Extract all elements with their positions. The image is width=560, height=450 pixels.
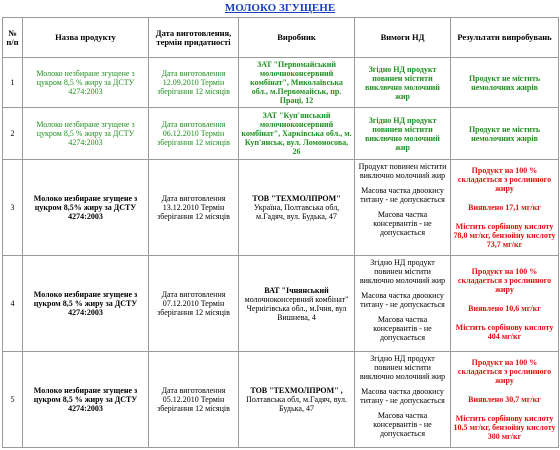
row-result (451, 256, 559, 352)
row-date: Дата виготовлення 06.12.2010 Термін зберігання 12 місяців (149, 108, 239, 160)
row-maker (239, 160, 355, 256)
table-row (3, 160, 559, 256)
maker-address: Полтавська обл, м.Гадяч, вул. Будька, 47 (246, 395, 347, 413)
row-num: 4 (3, 256, 23, 352)
req-line: Масова частка двоокису титану - не допускається (360, 291, 445, 309)
result-line: Продукт на 100 % складається з рослинного жиру (457, 358, 552, 385)
req-line: Масова частка двоокису титану - не допускається (360, 186, 445, 204)
row-maker (239, 256, 355, 352)
maker-address: Україна, Полтавська обл, м.Гадяч, вул. Будька, 47 (253, 203, 340, 221)
header-date: Дата виготовлення, термін придатності (149, 18, 239, 58)
row-req (355, 160, 451, 256)
req-line: Згідно НД продукт повинен містити виключно молочний жир (359, 258, 446, 285)
maker-name: ВАТ "Ічнянський (264, 285, 329, 295)
row-num: 2 (3, 108, 23, 160)
result-line: Виявлено 10,6 мг/кг (468, 303, 541, 313)
row-maker: ЗАТ "Куп'янський молочноконсервний комбінат", Харківська обл., м. Куп'янськ, вул. Ломоносова, 26 (239, 108, 355, 160)
result-line: Виявлено 17,1 мг/кг (468, 203, 541, 212)
req-line: Масова частка консервантів - не допускається (373, 210, 432, 237)
row-num: 1 (3, 58, 23, 108)
header-maker: Виробник (239, 18, 355, 58)
row-result (451, 352, 559, 448)
row-maker: ЗАТ "Первомайський молочноконсервний комбінат", Миколаївська обл., м.Первомайськ, пр. Праці, 12 (239, 58, 355, 108)
results-table (2, 17, 559, 448)
row-result (451, 160, 559, 256)
row-date: Дата виготовлення 13.12.2010 Термін зберігання 12 місяців (149, 160, 239, 256)
row-req: Згідно НД продукт повинен містити виключно молочний жир (355, 58, 451, 108)
result-line: Виявлено 30,7 мг/кг (468, 395, 541, 404)
table-row (3, 108, 559, 160)
maker-name: ТОВ "ТЕХМОЛПРОМ" , (250, 386, 343, 395)
row-product: Молоко незбиране згущене з цукром 8,5 % жиру за ДСТУ 4274:2003 (23, 352, 149, 448)
req-line: Продукт повинен містити виключно молочний жир (358, 162, 447, 180)
row-maker (239, 352, 355, 448)
result-line: Містить сорбінову кислоту 404 мг/кг (455, 322, 554, 341)
row-product: Молоко незбиране згущене з цукром 8,5 % жиру за ДСТУ 4274:2003 (23, 108, 149, 160)
maker-name: ТОВ "ТЕХМОЛПРОМ" (252, 194, 341, 203)
result-line: Містить сорбінову кислоту 78,0 мг/кг, бензойну кислоту 73,7 мг/кг (453, 222, 556, 249)
req-line: Масова частка консервантів - не допускається (373, 315, 432, 342)
req-line: Масова частка двоокису титану - не допускається (360, 387, 445, 405)
table-row (3, 352, 559, 448)
result-line: Продукт на 100 % складається з рослинного жиру (457, 266, 552, 294)
row-product: Молоко незбиране згущене з цукром 8,5 % жиру за ДСТУ 4274:2003 (23, 58, 149, 108)
table-row (3, 256, 559, 352)
row-req (355, 352, 451, 448)
header-req: Вимоги НД (355, 18, 451, 58)
row-num: 3 (3, 160, 23, 256)
req-line: Згідно НД продукт повинен містити виключно молочний жир (359, 354, 446, 381)
row-date: Дата виготовлення 12.09.2010 Термін зберігання 12 місяців (149, 58, 239, 108)
table-header-row (3, 18, 559, 58)
row-result: Продукт не містить немолочних жирів (451, 58, 559, 108)
table-row (3, 58, 559, 108)
header-result: Результати випробувань (451, 18, 559, 58)
row-req (355, 256, 451, 352)
row-date: Дата виготовлення 07.12.2010 Термін зберігання 12 місяців (149, 256, 239, 352)
row-product: Молоко незбиране згущене з цукром 8,5% жиру за ДСТУ 4274:2003 (23, 160, 149, 256)
header-num: № п/п (3, 18, 23, 58)
row-num: 5 (3, 352, 23, 448)
row-date: Дата виготовлення 05.12.2010 Термін зберігання 12 місяців (149, 352, 239, 448)
req-line: Масова частка консервантів - не допускається (373, 411, 432, 438)
row-product: Молоко незбиране згущене з цукром 8,5 % жиру за ДСТУ 4274:2003 (23, 256, 149, 352)
result-line: Містить сорбінову кислоту 10,5 мг/кг, бензойну кислоту 300 мг/кг (453, 414, 556, 441)
maker-address: молочноконсервний комбінат" Чернігівська обл., м.Ічня, вул Вишнева, 4 (244, 294, 349, 322)
row-req: Згідно НД продукт повинен містити виключно молочний жир (355, 108, 451, 160)
page-title: МОЛОКО ЗГУЩЕНЕ (224, 2, 336, 14)
result-line: Продукт на 100 % складається з рослинного жиру (457, 166, 552, 193)
header-product: Назва продукту (23, 18, 149, 58)
row-result: Продукт не містить немолочних жирів (451, 108, 559, 160)
